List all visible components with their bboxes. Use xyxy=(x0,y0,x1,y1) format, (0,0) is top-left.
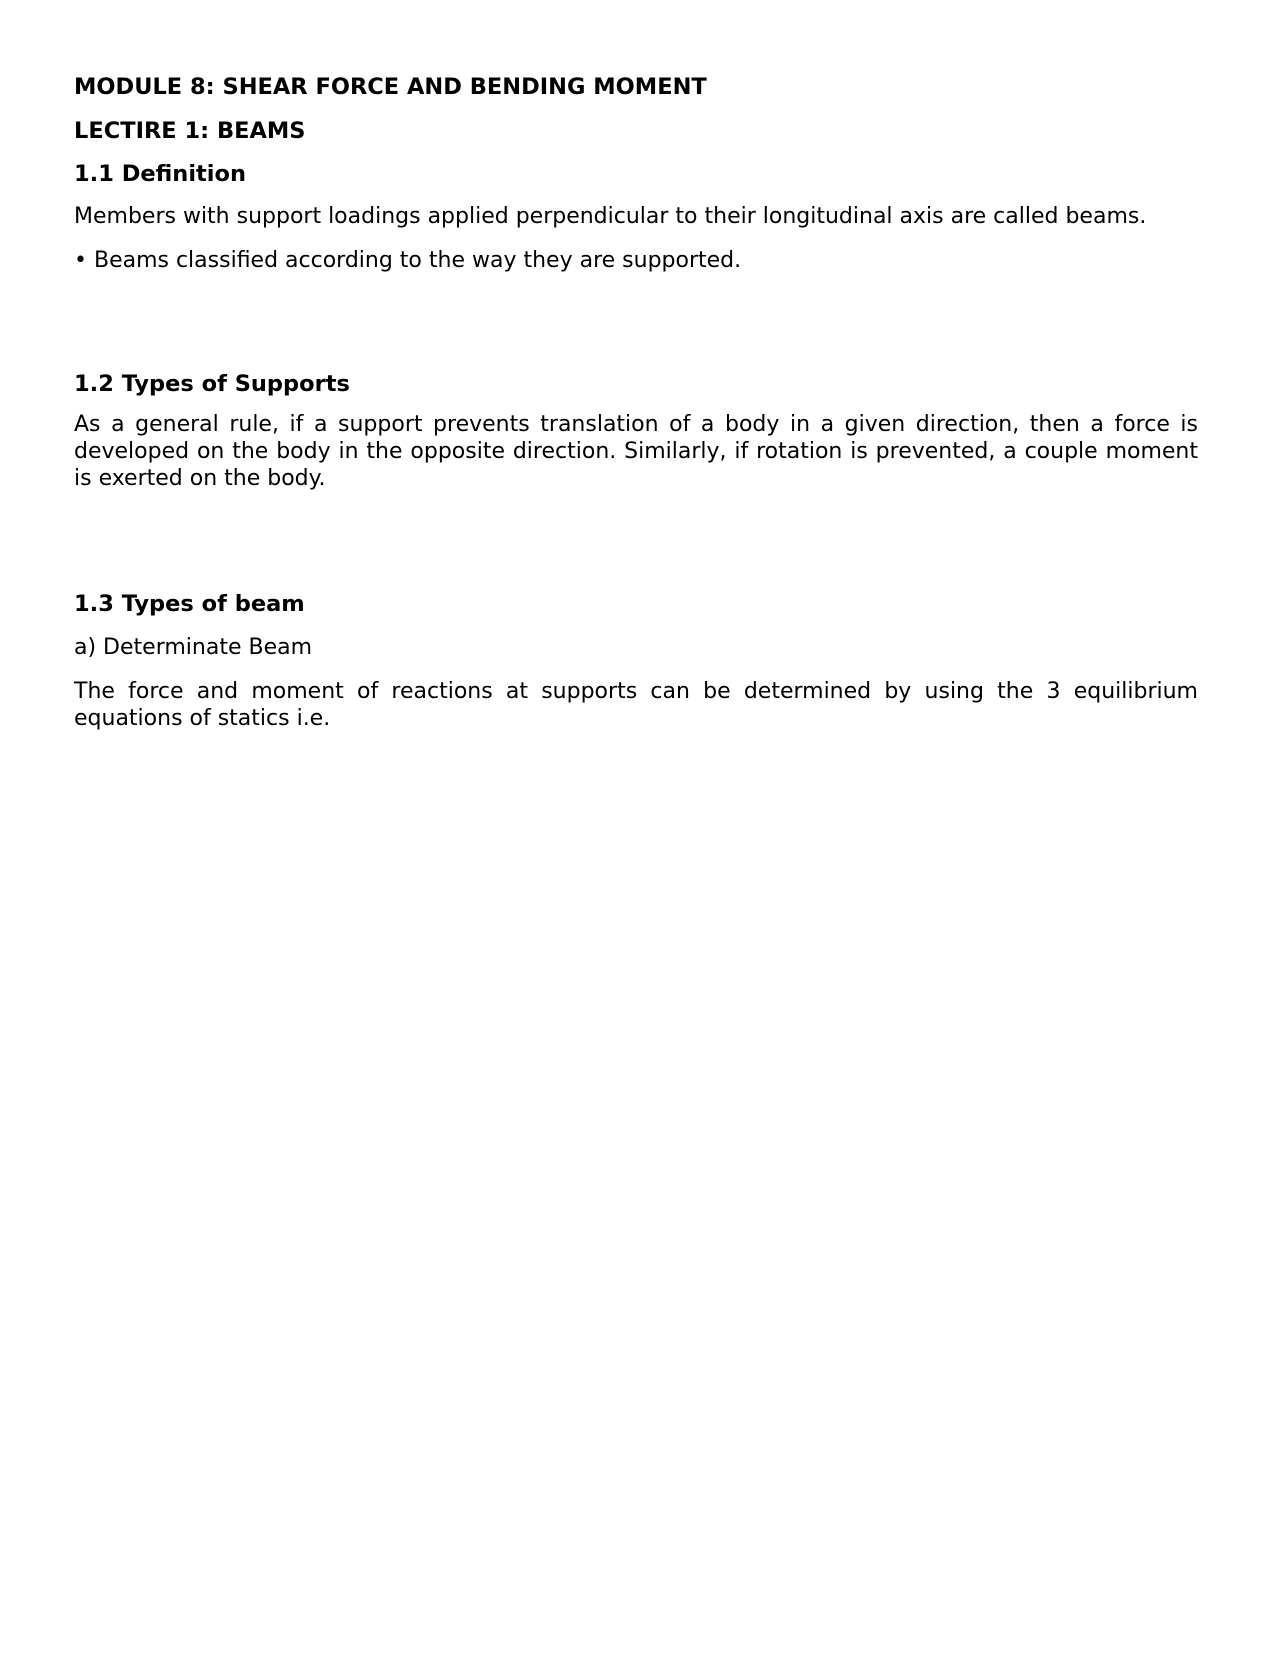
section-heading-beam-types: 1.3 Types of beam xyxy=(74,591,305,617)
document-page xyxy=(74,70,1198,732)
definition-paragraph: Members with support loadings applied perpendicular to their longitudinal axis are called beams. xyxy=(74,204,1147,229)
determinate-beam-label: a) Determinate Beam xyxy=(74,635,313,660)
module-title: MODULE 8: SHEAR FORCE AND BENDING MOMENT xyxy=(74,74,707,100)
determinate-beam-paragraph: The force and moment of reactions at supports can be determined by using the 3 equilibrium equations of statics i.e. xyxy=(74,679,1198,731)
definition-bullet: • Beams classified according to the way they are supported. xyxy=(74,248,742,273)
section-heading-definition: 1.1 Definition xyxy=(74,161,246,187)
supports-paragraph: As a general rule, if a support prevents translation of a body in a given direction, then a force is developed on the body in the opposite direction. Similarly, if rotation is prevented, a couple moment is exerted on the body. xyxy=(74,412,1198,491)
section-heading-supports: 1.2 Types of Supports xyxy=(74,371,350,397)
lecture-title: LECTIRE 1: BEAMS xyxy=(74,118,306,144)
